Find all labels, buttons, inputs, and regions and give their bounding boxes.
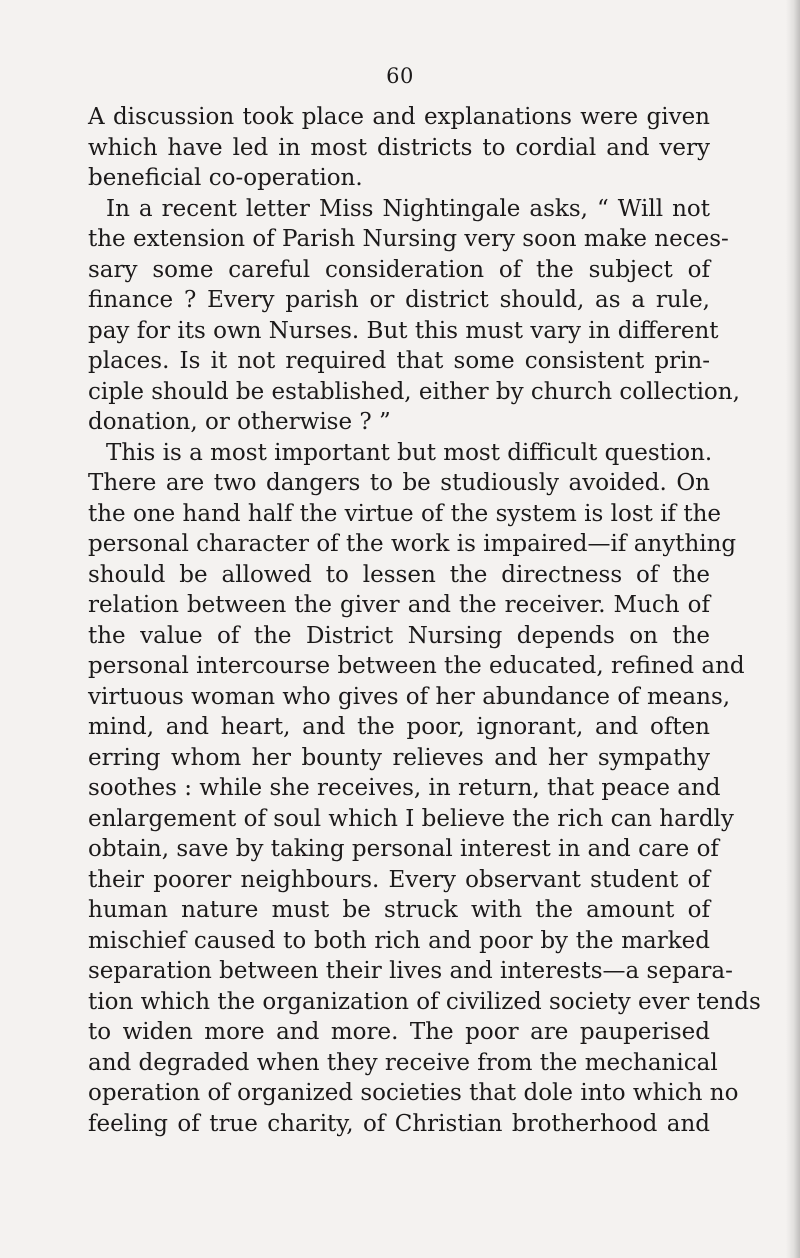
text-line: virtuous woman who gives of her abundance of means, — [88, 683, 731, 710]
text-line: pay for its own Nurses. But this must vary in different — [88, 317, 719, 344]
text-line: places. Is it not required that some consistent prin- — [88, 348, 710, 374]
page-number: 60 — [386, 64, 414, 88]
text-line: A discussion took place and explanations were given — [88, 104, 710, 130]
text-line: obtain, save by taking personal interest in and care of — [88, 836, 719, 862]
text-line: enlargement of soul which I believe the rich can hardly — [88, 805, 734, 832]
text-line: There are two dangers to be studiously avoided. On — [88, 470, 710, 496]
text-line: their poorer neighbours. Every observant student of — [88, 866, 710, 893]
text-line: In a recent letter Miss Nightingale asks, “ Will not — [106, 195, 710, 222]
text-line: ciple should be established, either by church collection, — [88, 378, 740, 405]
text-line: mischief caused to both rich and poor by the marked — [88, 927, 710, 954]
text-line: relation between the giver and the receiver. Much of — [88, 592, 710, 618]
text-line: the extension of Parish Nursing very soon make neces- — [88, 226, 729, 252]
text-line: which have led in most districts to cordial and very — [88, 134, 710, 161]
text-line: finance ? Every parish or district should, as a rule, — [88, 287, 710, 313]
text-line: personal intercourse between the educated, refined and — [88, 653, 745, 679]
text-line: and degraded when they receive from the mechanical — [88, 1049, 718, 1076]
text-line: mind, and heart, and the poor, ignorant, and often — [88, 714, 710, 740]
text-line: should be allowed to lessen the directness of the — [88, 561, 710, 588]
text-line: donation, or otherwise ? ” — [88, 409, 391, 435]
body-text — [88, 102, 761, 1139]
text-line: the value of the District Nursing depends on the — [88, 622, 710, 649]
text-line: to widen more and more. The poor are pauperised — [88, 1019, 710, 1045]
text-line: sary some careful consideration of the subject of — [88, 256, 710, 283]
text-line: operation of organized societies that dole into which no — [88, 1080, 739, 1106]
text-line: the one hand half the virtue of the system is lost if the — [88, 500, 722, 527]
text-line: This is a most important but most difficult question. — [106, 439, 713, 466]
text-line: beneficial co-operation. — [88, 165, 363, 191]
text-line: erring whom her bounty relieves and her sympathy — [88, 744, 710, 771]
text-line: feeling of true charity, of Christian brotherhood and — [88, 1110, 710, 1137]
text-line: tion which the organization of civilized society ever tends — [88, 988, 761, 1015]
text-line: personal character of the work is impaired—if anything — [88, 531, 737, 557]
text-line: human nature must be struck with the amount of — [88, 897, 710, 923]
page-edge-shadow — [786, 0, 800, 1258]
text-line: separation between their lives and interests—a separa- — [88, 958, 733, 984]
text-line: soothes : while she receives, in return, that peace and — [88, 775, 721, 801]
